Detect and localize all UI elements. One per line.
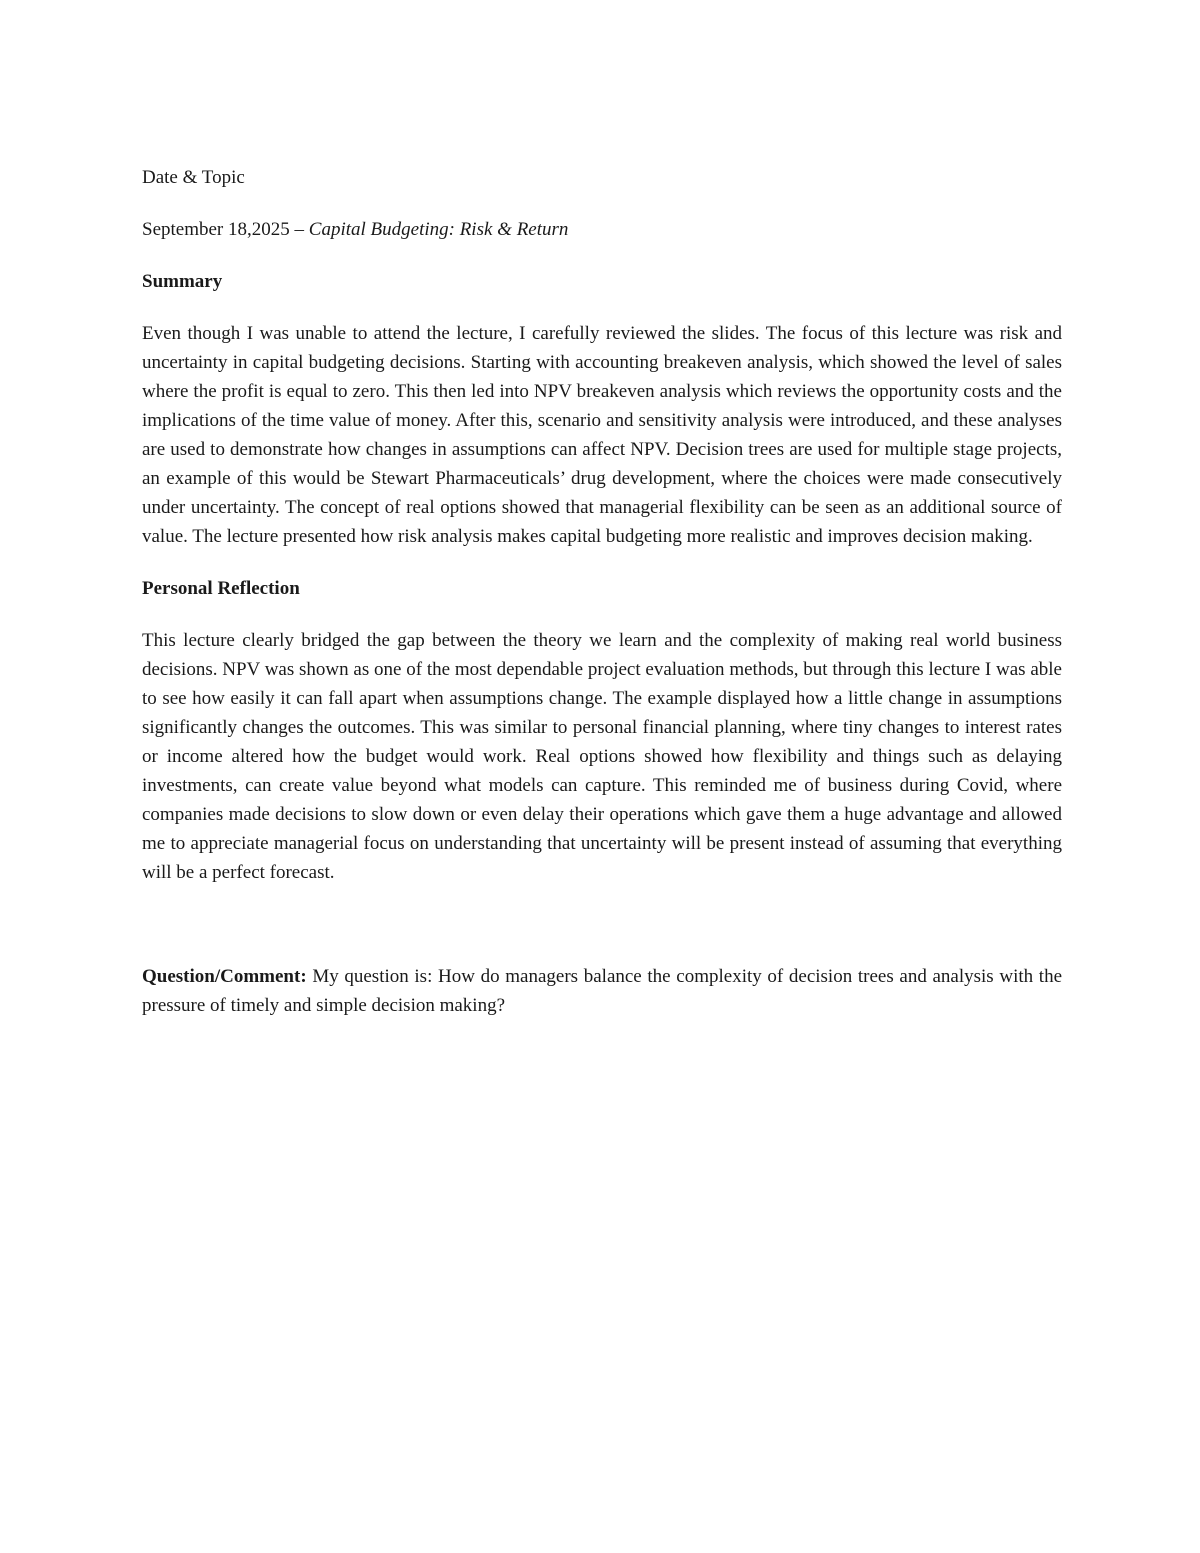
document-content	[142, 163, 1062, 1020]
lecture-topic: Capital Budgeting: Risk & Return	[308, 219, 569, 240]
question-label: Question/Comment:	[142, 966, 307, 987]
reflection-heading: Personal Reflection	[142, 578, 300, 599]
reflection-text: This lecture clearly bridged the gap between the theory we learn and the complexity of making real world business decisions. NPV was shown as one of the most dependable project evaluation methods, but through this lecture I was able to see how easily it can fall apart when assumptions change. The example displayed how a little change in assumptions significantly changes the outcomes. This was similar to personal financial planning, where tiny changes to interest rates or income altered how the budget would work. Real options showed how flexibility and things such as delaying investments, can create value beyond what models can capture. This reminded me of business during Covid, where companies made decisions to slow down or even delay their operations which gave them a huge advantage and allowed me to appreciate managerial focus on understanding that uncertainty will be present instead of assuming that everything will be a perfect forecast.	[142, 630, 1062, 883]
summary-text: Even though I was unable to attend the lecture, I carefully reviewed the slides. The focus of this lecture was risk and uncertainty in capital budgeting decisions. Starting with accounting breakeven analysis, which showed the level of sales where the profit is equal to zero. This then led into NPV breakeven analysis which reviews the opportunity costs and the implications of the time value of money. After this, scenario and sensitivity analysis were introduced, and these analyses are used to demonstrate how changes in assumptions can affect NPV. Decision trees are used for multiple stage projects, an example of this would be Stewart Pharmaceuticals’ drug development, where the choices were made consecutively under uncertainty. The concept of real options showed that managerial flexibility can be seen as an additional source of value. The lecture presented how risk analysis makes capital budgeting more realistic and improves decision making.	[142, 323, 1062, 547]
lecture-date: September 18,2025	[142, 219, 290, 240]
question-comment	[142, 962, 1062, 1020]
date-separator: –	[289, 219, 309, 240]
date-topic-line	[142, 215, 1062, 244]
summary-heading: Summary	[142, 271, 223, 292]
question-text: My question is: How do managers balance the complexity of decision trees and analysis with the pressure of timely and simple decision making?	[142, 966, 1062, 1016]
date-topic-label: Date & Topic	[142, 167, 245, 188]
